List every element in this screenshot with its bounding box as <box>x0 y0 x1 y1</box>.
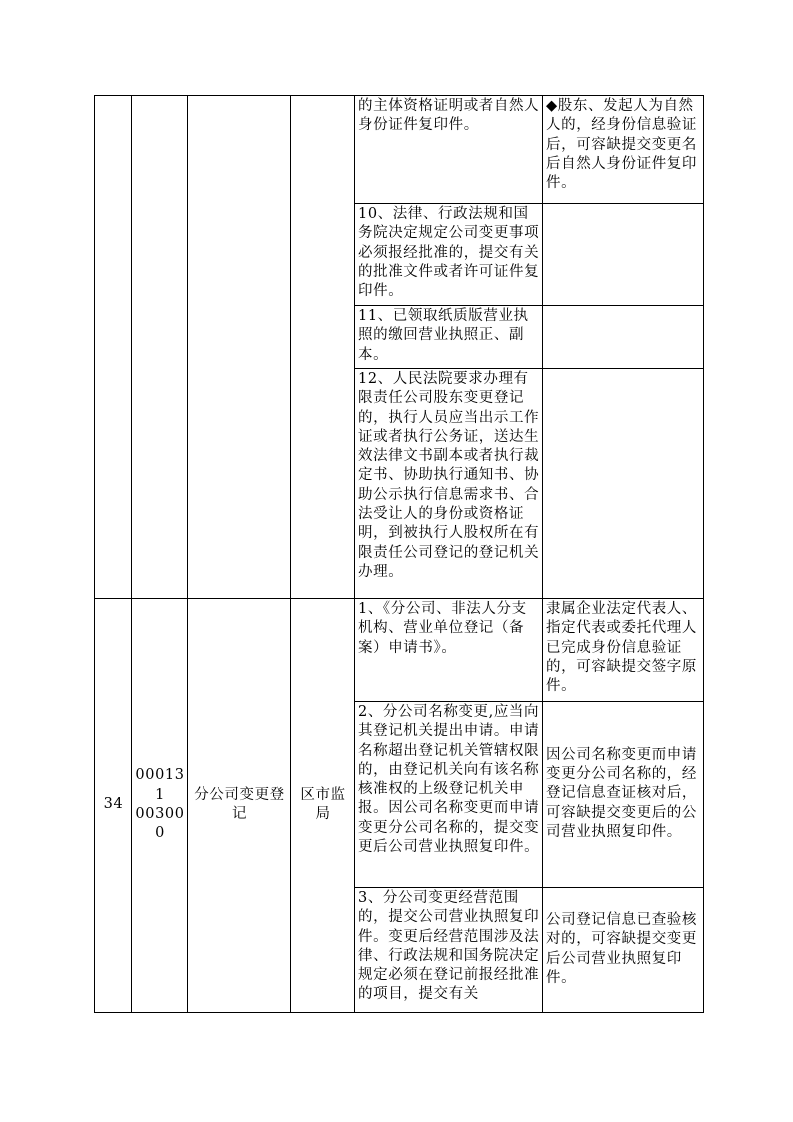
material-cell: 2、分公司名称变更,应当向其登记机关提出申请。申请名称超出登记机关管辖权限的，由登记机关向有该名称核准权的上级登记机关申报。因公司名称变更而申请变更分公司名称的，提交变更后公司营业执照复印件。 <box>355 702 543 888</box>
name-cell-empty <box>188 96 291 599</box>
material-cell: 1、《分公司、非法人分支机构、营业单位登记（备案）申请书》。 <box>355 599 543 702</box>
dept-cell-empty <box>291 96 355 599</box>
item-index: 34 <box>95 599 132 1013</box>
material-cell: 11、已领取纸质版营业执照的缴回营业执照正、副本。 <box>355 306 543 369</box>
note-cell: 隶属企业法定代表人、指定代表或委托代理人已完成身份信息验证的，可容缺提交签字原件。 <box>543 599 704 702</box>
item-code-line1: 000131 <box>135 767 185 803</box>
note-cell <box>543 306 704 369</box>
table-row <box>95 599 704 702</box>
material-cell: 12、人民法院要求办理有限责任公司股东变更登记的，执行人员应当出示工作证或者执行公务证，送达生效法律文书副本或者执行裁定书、协助执行通知书、协助公示执行信息需求书、合法受让人的身份或资格证明，到被执行人股权所在有限责任公司登记的登记机关办理。 <box>355 369 543 599</box>
material-cell: 3、分公司变更经营范围的，提交公司营业执照复印件。变更后经营范围涉及法律、行政法规和国务院决定规定必须在登记前报经批准的项目，提交有关 <box>355 888 543 1013</box>
note-cell: ◆股东、发起人为自然人的，经身份信息验证后，可容缺提交变更名后自然人身份证件复印件。 <box>543 96 704 204</box>
item-dept: 区市监局 <box>291 599 355 1013</box>
material-cell: 的主体资格证明或者自然人身份证件复印件。 <box>355 96 543 204</box>
item-code-line2: 003000 <box>135 806 185 842</box>
item-name: 分公司变更登记 <box>188 599 291 1013</box>
note-cell: 因公司名称变更而申请变更分公司名称的，经登记信息查证核对后，可容缺提交变更后的公司营业执照复印件。 <box>543 702 704 888</box>
item-code <box>132 599 188 1013</box>
material-cell: 10、法律、行政法规和国务院决定规定公司变更事项必须报经批准的，提交有关的批准文件或者许可证件复印件。 <box>355 204 543 306</box>
note-cell <box>543 204 704 306</box>
table-row <box>95 96 704 204</box>
index-cell-empty <box>95 96 132 599</box>
service-item-table <box>94 95 704 1013</box>
note-cell: 公司登记信息已查验核对的，可容缺提交变更后公司营业执照复印件。 <box>543 888 704 1013</box>
code-cell-empty <box>132 96 188 599</box>
note-cell <box>543 369 704 599</box>
